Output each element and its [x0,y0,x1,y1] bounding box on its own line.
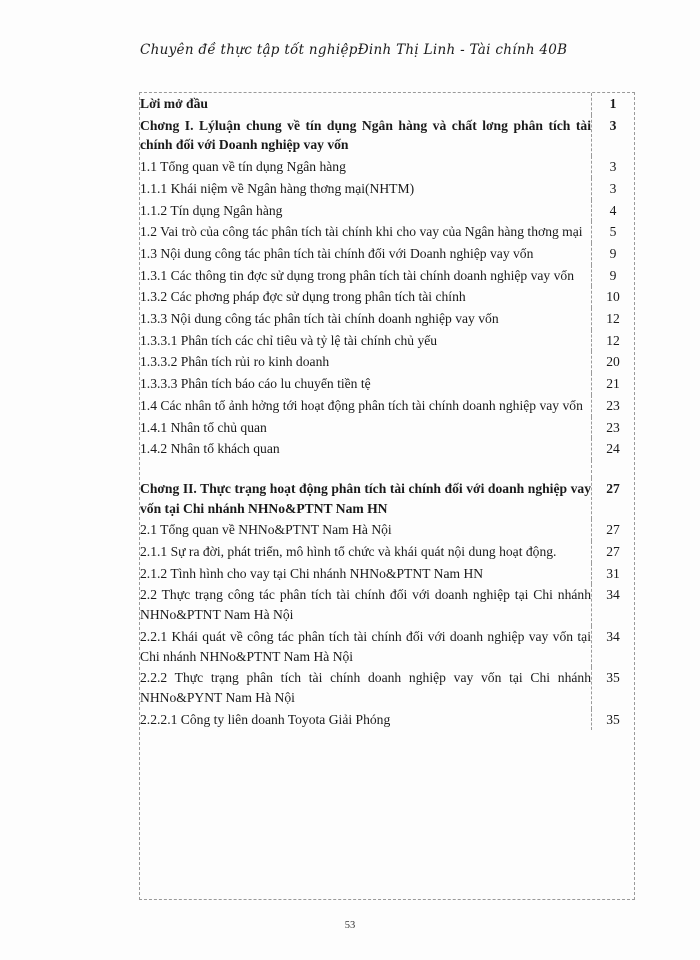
table-row [140,417,634,439]
table-row [140,563,634,585]
toc-entry-page: 3 [609,159,617,175]
toc-entry-page: 27 [606,544,620,560]
toc-entry-label: 1.3.3 Nội dung công tác phân tích tài chính doanh nghiệp vay vốn [140,308,592,330]
toc-entry-label: 2.2.1 Khái quát về công tác phân tích tài chính đối với doanh nghiệp vay vốn tại Chi nhánh NHNo&PTNT Nam Hà Nội [140,626,592,667]
toc-entry-page: 34 [606,628,620,644]
toc-entry-label: Lời mở đầu [140,93,592,115]
toc-entry-page: 10 [606,289,620,305]
header-right-text: Đinh Thị Linh - Tài chính 40B [357,42,568,58]
toc-spacer-cell [140,460,592,478]
toc-entry-page: 23 [606,419,620,435]
toc-entry-page: 35 [606,711,620,727]
table-row [140,93,634,115]
toc-entry-page: 23 [606,397,620,413]
toc-entry-label: 2.2.2.1 Công ty liên doanh Toyota Giải Phóng [140,709,592,731]
toc-entry-label: 1.3.3.3 Phân tích báo cáo lu chuyển tiền tệ [140,373,592,395]
toc-entry-page: 27 [606,480,620,496]
table-row [140,438,634,460]
toc-entry-label: 1.2 Vai trò của công tác phân tích tài chính khi cho vay của Ngân hàng thơng mại [140,221,592,243]
toc-body [140,93,634,730]
toc-entry-label: Chơng I. Lýluận chung về tín dụng Ngân hàng và chất lơng phân tích tài chính đối với Doanh nghiệp vay vốn [140,115,592,156]
toc-entry-page: 12 [606,311,620,327]
toc-entry-page: 5 [609,224,617,240]
table-row [140,200,634,222]
toc-entry-page: 35 [606,670,620,686]
table-row [140,286,634,308]
toc-entry-label: 1.4 Các nhân tố ảnh hởng tới hoạt động phân tích tài chính doanh nghiệp vay vốn [140,395,592,417]
toc-spacer-row [140,460,634,478]
table-row [140,265,634,287]
toc-entry-page: 3 [609,117,617,133]
table-row [140,308,634,330]
toc-entry-label: 1.4.1 Nhân tố chủ quan [140,417,592,439]
table-row [140,519,634,541]
toc-entry-page: 24 [606,441,620,457]
toc-entry-page: 4 [609,202,617,218]
toc-entry-label: Chơng II. Thực trạng hoạt động phân tích tài chính đối với doanh nghiệp vay vốn tại Chi nhánh NHNo&PTNT Nam HN [140,478,592,519]
toc-entry-page: 21 [606,376,620,392]
toc-entry-label: 1.3 Nội dung công tác phân tích tài chính đối với Doanh nghiệp vay vốn [140,243,592,265]
table-row [140,478,634,519]
toc-entry-page: 9 [609,245,617,261]
toc-entry-label: 2.1.2 Tình hình cho vay tại Chi nhánh NHNo&PTNT Nam HN [140,563,592,585]
table-row [140,351,634,373]
toc-entry-label: 1.1.1 Khái niệm về Ngân hàng thơng mại(NHTM) [140,178,592,200]
table-row [140,709,634,731]
toc-entry-page: 3 [609,180,617,196]
table-of-contents [139,92,635,900]
toc-entry-page: 31 [606,565,620,581]
toc-table [140,93,634,730]
table-row [140,373,634,395]
table-row [140,541,634,563]
toc-entry-label: 1.3.3.2 Phân tích rủi ro kinh doanh [140,351,592,373]
table-row [140,584,634,625]
toc-entry-label: 1.4.2 Nhân tố khách quan [140,438,592,460]
toc-entry-label: 1.3.3.1 Phân tích các chỉ tiêu và tỷ lệ tài chính chủ yếu [140,330,592,352]
table-row [140,221,634,243]
table-row [140,178,634,200]
toc-entry-label: 1.3.2 Các phơng pháp đợc sử dụng trong phân tích tài chính [140,286,592,308]
table-row [140,243,634,265]
toc-entry-page: 34 [606,587,620,603]
toc-entry-page: 27 [606,522,620,538]
toc-entry-label: 2.2 Thực trạng công tác phân tích tài chính đối với doanh nghiệp tại Chi nhánh NHNo&PTNT Nam Hà Nội [140,584,592,625]
page-number-footer: 53 [344,920,356,931]
table-row [140,156,634,178]
toc-entry-label: 2.2.2 Thực trạng phân tích tài chính doanh nghiệp vay vốn tại Chi nhánh NHNo&PYNT Nam Hà Nội [140,667,592,708]
toc-entry-label: 1.1 Tổng quan về tín dụng Ngân hàng [140,156,592,178]
toc-entry-page: 12 [606,332,620,348]
toc-entry-label: 1.1.2 Tín dụng Ngân hàng [140,200,592,222]
table-row [140,626,634,667]
table-row [140,115,634,156]
toc-entry-label: 2.1 Tổng quan về NHNo&PTNT Nam Hà Nội [140,519,592,541]
toc-entry-label: 2.1.1 Sự ra đời, phát triển, mô hình tổ chức và khái quát nội dung hoạt động. [140,541,592,563]
table-row [140,330,634,352]
table-row [140,395,634,417]
toc-entry-page: 1 [609,96,617,111]
toc-entry-page: 9 [609,267,617,283]
table-row [140,667,634,708]
toc-entry-label: 1.3.1 Các thông tin đợc sử dụng trong phân tích tài chính doanh nghiệp vay vốn [140,265,592,287]
toc-entry-page: 20 [606,354,620,370]
header-left-text: Chuyên đề thực tập tốt nghiệp [140,42,358,58]
toc-spacer-page [592,460,635,478]
page-header [140,42,568,58]
